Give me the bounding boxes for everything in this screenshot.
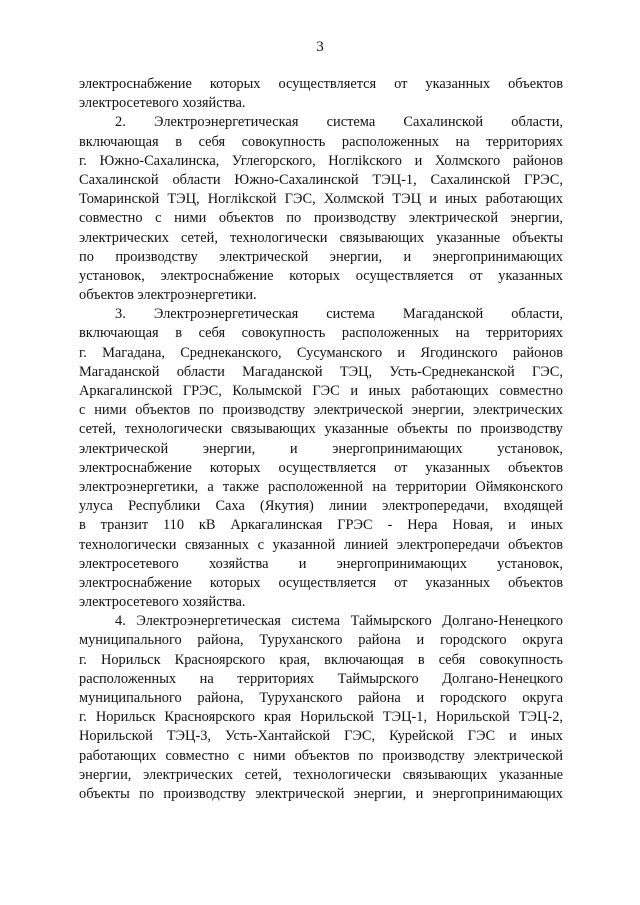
text-line: Норильской ТЭЦ-3, Усть-Хантайской ГЭС, Курейской ГЭС и иных: [79, 728, 563, 745]
page-number: 3: [316, 39, 324, 55]
text-line: электроснабжение которых осуществляется от указанных объектов: [79, 459, 563, 476]
text-line: электроснабжение которых осуществляется от указанных объектов: [79, 76, 563, 92]
text-line: объектов электроэнергетики.: [79, 287, 257, 304]
text-line: Томаринской ТЭЦ, Ноглikской ГЭС, Холмской ТЭЦ и иных работающих: [79, 191, 563, 208]
text-line: улуса Республики Саха (Якутия) линии электропередачи, входящей: [79, 498, 563, 515]
text-line: электросетевого хозяйства и энергопринимающих установок,: [79, 555, 563, 572]
text-line: сетей, технологически связывающих указанные объекты по производству: [79, 421, 563, 438]
paragraph: [79, 113, 563, 305]
paragraph: [79, 75, 563, 113]
text-line: электросетевого хозяйства.: [79, 95, 246, 112]
text-line: расположенных на территориях Таймырского Долгано-Ненецкого: [79, 670, 563, 687]
text-line: электрической энергии, и энергопринимающих установок,: [79, 440, 563, 457]
paragraph: [79, 305, 563, 612]
text-line: г. Южно-Сахалинска, Углегорского, Ноглikского и Холмского районов: [79, 152, 563, 169]
text-line: 4. Электроэнергетическая система Таймырского Долгано-Ненецкого: [115, 613, 563, 630]
text-line: электроэнергетики, а также расположенной на территории Оймяконского: [79, 478, 563, 495]
text-line: с ними объектов по производству электрической энергии, электрических: [79, 402, 563, 419]
text-line: технологически связанных с указанной линией электропередачи объектов: [79, 536, 563, 553]
text-line: включающая в себя совокупность расположенных на территориях: [79, 133, 563, 150]
paragraph: [79, 612, 563, 804]
text-line: г. Норильск Красноярского края Норильской ТЭЦ-1, Норильской ТЭЦ-2,: [79, 709, 563, 726]
text-line: совместно с ними объектов по производству электрической энергии,: [79, 210, 563, 227]
text-line: энергии, электрических сетей, технологически связывающих указанные: [79, 766, 563, 783]
text-line: 2. Электроэнергетическая система Сахалинской области,: [115, 114, 563, 131]
text-line: Сахалинской области Южно-Сахалинской ТЭЦ-1, Сахалинской ГРЭС,: [79, 171, 563, 188]
text-line: установок, электроснабжение которых осуществляется от указанных: [79, 267, 563, 284]
text-line: электроснабжение которых осуществляется от указанных объектов: [79, 574, 563, 591]
text-line: объекты по производству электрической энергии, и энергопринимающих: [79, 785, 563, 802]
text-line: электрических сетей, технологически связывающих указанные объекты: [79, 229, 563, 246]
text-line: муниципального района, Туруханского района и городского округа: [79, 690, 563, 706]
text-line: муниципального района, Туруханского района и городского округа: [79, 632, 563, 649]
text-line: электросетевого хозяйства.: [79, 594, 246, 611]
text-line: в транзит 110 кВ Аркагалинская ГРЭС - Нера Новая, и иных: [79, 517, 563, 534]
text-line: 3. Электроэнергетическая система Магаданской области,: [115, 306, 563, 323]
document-body: [79, 75, 563, 804]
text-line: включающая в себя совокупность расположенных на территориях: [79, 325, 563, 342]
text-line: г. Магадана, Среднеканского, Сусуманского и Ягодинского районов: [79, 344, 563, 361]
text-line: по производству электрической энергии, и энергопринимающих: [79, 248, 563, 265]
text-line: Аркагалинской ГРЭС, Колымской ГЭС и иных работающих совместно: [79, 383, 563, 399]
text-line: работающих совместно с ними объектов по производству электрической: [79, 747, 563, 764]
text-line: Магаданской области Магаданской ТЭЦ, Усть-Среднеканской ГЭС,: [79, 363, 563, 380]
text-line: г. Норильск Красноярского края, включающая в себя совокупность: [79, 651, 563, 668]
